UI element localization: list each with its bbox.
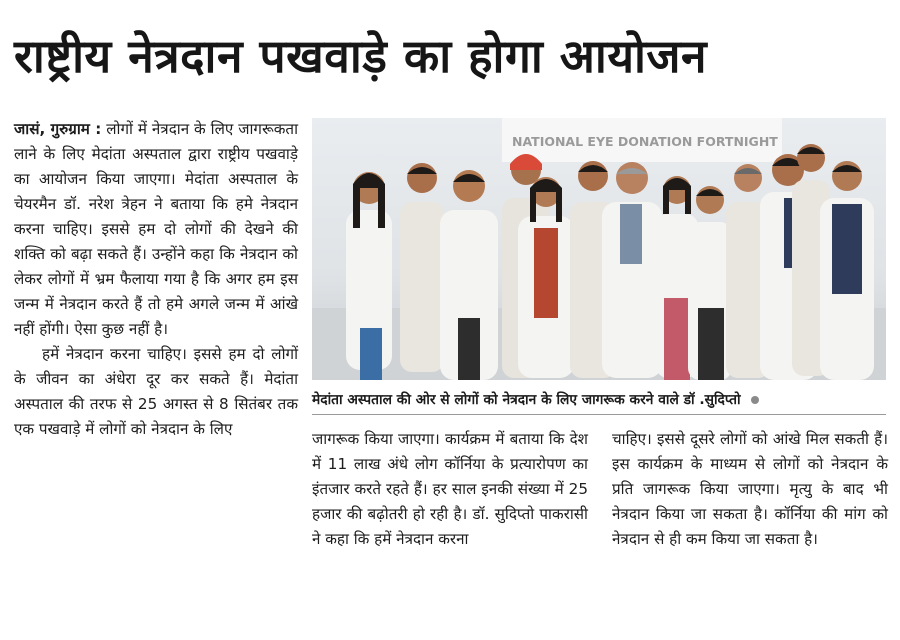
group-photo-illustration: [312, 118, 886, 380]
paragraph-1: [14, 117, 298, 342]
article-column-3: [612, 427, 888, 552]
paragraph-2: हमें नेत्रदान करना चाहिए। इससे हम दो लोगों के जीवन का अंधेरा दूर कर सकते हैं। मेदांता अस्पताल की तरफ से 25 अगस्त से 8 सितंबर तक एक पखवाड़े में लोगों को नेत्रदान के लिए: [14, 345, 298, 438]
bullet-dot-icon: [751, 396, 759, 404]
caption-text: मेदांता अस्पताल की ओर से लोगों को नेत्रदान के लिए जागरूक करने वाले डॉ .सुदिप्तो: [312, 392, 741, 408]
paragraph-1-text: लोगों में नेत्रदान के लिए जागरूकता लाने के लिए मेदांता अस्पताल द्वारा राष्ट्रीय पखवाड़े का आयोजन किया जाएगा। मेदांता अस्पताल के चेयरमैन डॉ. नरेश त्रेहन ने बताया कि हमे नेत्रदान करना चाहिए। इससे हम दो लोगों की देखने की शक्ति को बढ़ा सकते हैं। उन्होंने कहा कि नेत्रदान को लेकर लोगों में भ्रम फैलाया गया है कि अगर हम इस जन्म में नेत्रदान करते हैं तो हमे अगले जन्म में आंखे नहीं होंगी। ऐसा कुछ नहीं है।: [14, 120, 298, 338]
news-photo: [312, 118, 886, 380]
paragraph-4: चाहिए। इससे दूसरे लोगों को आंखे मिल सकती हैं। इस कार्यक्रम के माध्यम से लोगों को नेत्रदान के प्रति जागरूक किया जाएगा। मृत्यु के बाद भी नेत्रदान किया जा सकता है। कॉर्निया की मांग को नेत्रदान से ही कम किया जा सकता है।: [612, 430, 888, 548]
people-group: [346, 144, 874, 380]
article-column-1: [14, 117, 298, 442]
headline: राष्ट्रीय नेत्रदान पखवाड़े का होगा आयोजन: [14, 29, 708, 83]
photo-caption: [312, 389, 886, 415]
banner-text: NATIONAL EYE DONATION FORTNIGHT: [512, 134, 778, 149]
article-column-2: [312, 427, 588, 552]
dateline: जासं, गुरुग्राम :: [14, 120, 102, 138]
paragraph-3: जागरूक किया जाएगा। कार्यक्रम में बताया कि देश में 11 लाख अंधे लोग कॉर्निया के प्रत्यारोपण का इंतजार करते रहते हैं। हर साल इनकी संख्या में 25 हजार की बढ़ोतरी हो रही है। डॉ. सुदिप्तो पाकरासी ने कहा कि हमें नेत्रदान करना: [312, 430, 588, 548]
